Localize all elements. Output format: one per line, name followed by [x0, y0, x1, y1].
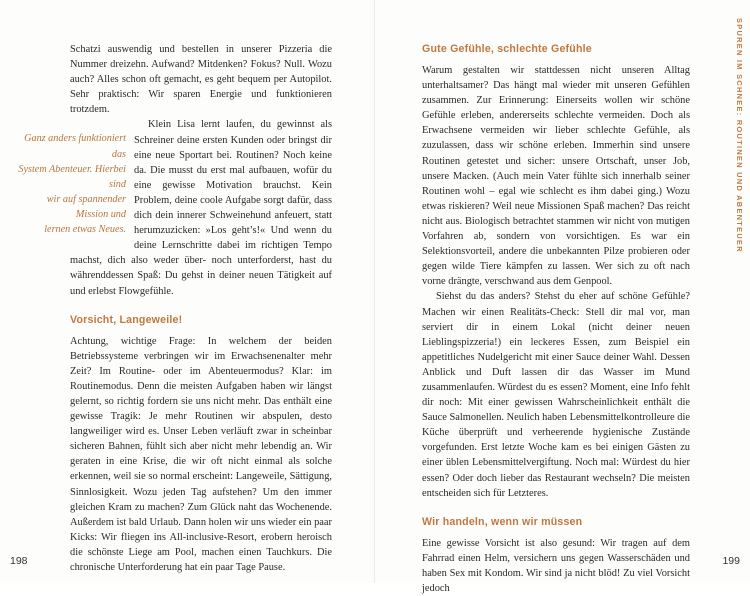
- section-heading-langeweile: Vorsicht, Langeweile!: [70, 313, 183, 326]
- pull-quote-line: wir auf spannender Mission und: [46, 193, 126, 220]
- right-page: [375, 0, 750, 594]
- right-text-column: [422, 42, 690, 596]
- right-paragraph-2: Siehst du das anders? Stehst du eher auf schöne Gefühle? Machen wir einen Realitäts-Check: Stell dir mal vor, man serviert dir in einem Lokal (nicht deiner neuen Lieblingspizzeria!) ein leckeres Essen, zum Beispiel ein appetitliches Nudelgericht mit einer Sauce deiner Wahl. Dessen Anblick und Duft lassen dir das Wasser im Mund zusammenlaufen. Würdest du es essen? Moment, eine Info fehlt dir noch: Mit einer gewissen Wahrscheinlichkeit enthält die Sauce Salmonellen. Neulich haben Lebensmittelkontrolleure die Küche überprüft und verheerende hygienische Zustände vorgefunden. Erst letzte Woche kam es bei einigen Gästen zu einer üblen Lebensmittelvergiftung. Noch mal: Würdest du hier essen? Oder doch lieber das Restaurant wechseln? Die meisten entscheiden sich für Letzteres.: [422, 291, 690, 499]
- section-heading-gefuehle: Gute Gefühle, schlechte Gefühle: [422, 43, 592, 55]
- pull-quote-line: Ganz anders funktioniert das: [24, 133, 126, 160]
- right-paragraph-3: Eine gewisse Vorsicht ist also gesund: Wir tragen auf dem Fahrrad einen Helm, versichern uns gegen Wasserschäden und haben Sex mit Kondom. Wir sind ja nicht blöd! Zu viel Vorsicht jedoch: [422, 537, 690, 594]
- right-paragraph-1: Warum gestalten wir stattdessen nicht unseren Alltag unterhaltsamer? Das hängt mal wieder mit unseren Gefühlen zusammen. Zur Erinnerung: Einerseits wollen wir schöne Gefühle erleben, andererseits schlechte vermeiden. Doch als Erwachsene vermeiden wir lieber schlechte Gefühle, als zuzulassen, dass wir schöne erleben. Immerhin sind unsere Routinen getestet und sicher: unsere Ortschaft, unser Job, unsere Macken. (Auch mein Vater fühlte sich innerhalb seiner Routinen wohl – egal wie schlecht es ihm dabei ging.) Wozu etwas riskieren? Weil neue Missionen Spaß machen? Das reicht nicht aus. Biologisch betrachtet stammen wir nicht von mutigen Vorfahren ab, sondern von vorsichtigen. Es war ein Selektionsvorteil, andere die unbekannten Pilze probieren oder gegen wilde Tiere kämpfen zu lassen. Wer sich zu oft nach vorne drängte, verschwand aus dem Genpool.: [422, 65, 690, 288]
- page-number-left: 198: [10, 555, 28, 567]
- page-number-right: 199: [722, 555, 740, 567]
- pull-quote-line: lernen etwas Neues.: [44, 224, 126, 236]
- left-page: [0, 0, 375, 583]
- margin-pull-quote: [14, 131, 126, 237]
- section-heading-handeln: Wir handeln, wenn wir müssen: [422, 515, 583, 528]
- pull-quote-line: System Abenteuer. Hierbei sind: [18, 163, 126, 190]
- left-paragraph-1: Schatzi auswendig und bestellen in unserer Pizzeria die Nummer dreizehn. Aufwand? Mitdenken? Fokus? Null. Wozu auch? Alles schon oft gemacht, es geht bequem per Autopilot. Sehr praktisch: Wir sparen Energie und funktionieren trotzdem.: [70, 44, 332, 116]
- left-paragraph-2: Klein Lisa lernt laufen, du gewinnst als Schreiner deine ersten Kunden oder bringst dir eine neue Sportart bei. Routinen? Noch keine da. Die musst du erst mal aufbauen, wofür du eine gewisse Motivation brauchst. Kein Problem, deine coole Aufgabe sorgt dafür, dass dich dein innerer Schweinehund anfeuert, statt herumzuzicken: »Los geht’s!« Und wenn du deine Lernschritte dabei im richtigen Tempo machst, dich also weder über- noch unterforderst, hast du währenddessen Spaß: Du gehst in deiner neuen Tätigkeit auf und erlebst Flowgefühle.: [70, 119, 332, 297]
- running-head: SPUREN IM SCHNEE: ROUTINEN UND ABENTEUER: [735, 18, 744, 253]
- left-paragraph-3: Achtung, wichtige Frage: In welchem der beiden Betriebssysteme verbringen wir im Erwachsenenalter mehr Zeit? Im Routine- oder im Abenteuermodus? Klar: im Routinemodus. Denn die meisten Aufgaben haben wir längst gelernt, so richtig fordern sie uns nicht mehr. Das enthält eine gewisse Tragik: Je mehr Routinen wir abspulen, desto langweiliger wird es. Unser Leben verläuft zwar in scheinbar sicheren Bahnen, fühlt sich aber nicht mehr lebendig an. Wir geraten in eine Krise, die wir oft nicht einmal als solche erkennen, weil sie so normal erscheint: Langeweile, Sättigung, Sinnlosigkeit. Wozu jeden Tag aufstehen? Um den immer gleichen Kram zu machen? Zum Glück naht das Wochenende. Außerdem ist bald Urlaub. Dann holen wir uns wieder ein paar Kicks: Wir fliegen ins All-inclusive-Resort, erobern heroisch die schönste Liege am Pool, machen einen Tauchkurs. Die chronische Unterforderung hat ein paar Tage Pause.: [70, 335, 332, 573]
